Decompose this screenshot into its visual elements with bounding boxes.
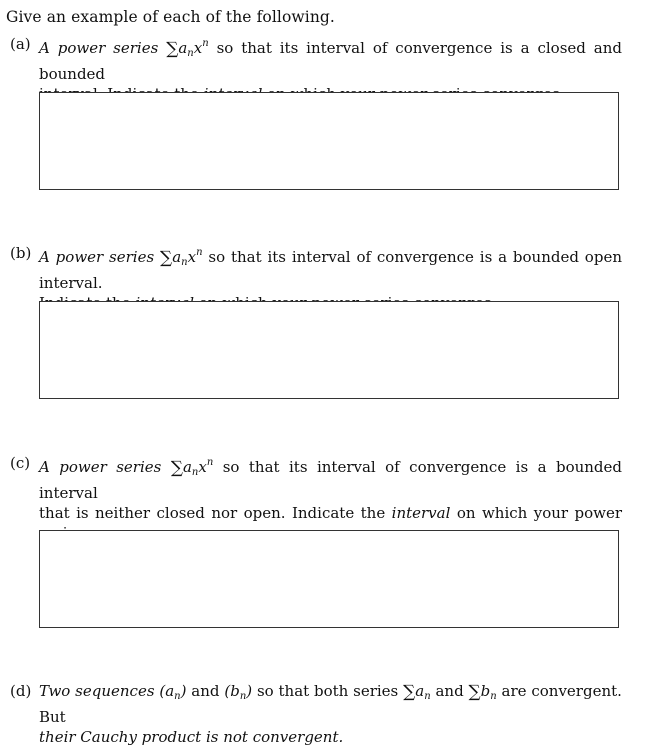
problem-line: their Cauchy product is not convergent.: [39, 728, 344, 746]
series-expression: $\sum a_nx^n$: [170, 457, 214, 478]
problem-label: (c): [10, 454, 31, 472]
problem-lead: A power series: [39, 458, 162, 476]
problem-line: [39, 243, 622, 293]
series-a: $\sum a_n$: [403, 682, 431, 702]
problem-lead: Two sequences: [39, 682, 155, 700]
problem-line: [39, 453, 622, 503]
problem-lead: A power series: [39, 248, 155, 266]
instructions-heading: Give an example of each of the following.: [6, 8, 335, 26]
problem-d: [10, 681, 622, 747]
problem-text: so that its interval of convergence is a closed and bounded: [39, 39, 622, 83]
series-b: $\sum b_n$: [468, 682, 497, 702]
sequence-b: $(b_n)$: [224, 682, 253, 702]
series-expression: $\sum a_nx^n$: [166, 38, 209, 59]
problem-lead: A power series: [39, 39, 159, 57]
problem-line: Two sequences $(a_n)$ and $(b_n)$ so that both series $\sum a_n$ and $\sum b_n$ are convergent. But: [39, 682, 622, 726]
problem-line: that is neither closed nor open. Indicate the interval on which your power: [39, 504, 623, 522]
problem-text: so that its interval of convergence is a bounded open interval.: [39, 248, 622, 292]
problem-line: [39, 34, 622, 84]
problem-label: (d): [10, 682, 32, 700]
answer-box-a[interactable]: [39, 92, 619, 190]
problem-text: so that its interval of convergence is a bounded interval: [39, 458, 622, 502]
answer-box-b[interactable]: [39, 301, 619, 399]
sequence-a: $(a_n)$: [159, 682, 187, 702]
series-expression: $\sum a_nx^n$: [160, 247, 203, 268]
answer-box-c[interactable]: [39, 530, 619, 628]
problem-label: (a): [10, 35, 31, 53]
problem-label: (b): [10, 244, 32, 262]
